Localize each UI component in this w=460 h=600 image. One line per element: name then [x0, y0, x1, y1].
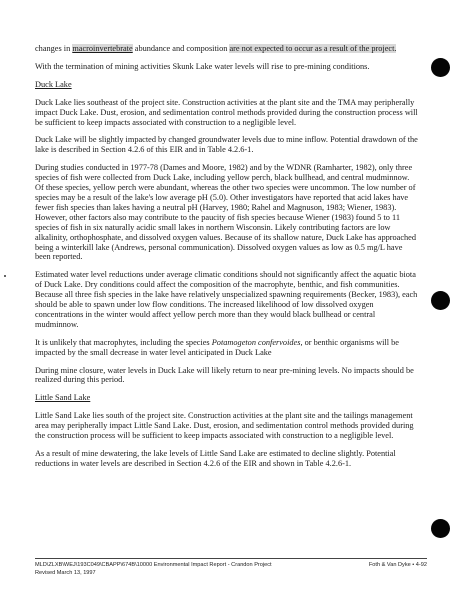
section-heading-duck-lake: Duck Lake [35, 79, 72, 89]
binder-hole-top [431, 58, 450, 77]
text-run: It is unlikely that macrophytes, including the species [35, 337, 212, 347]
paragraph-duck-lake-fish-studies: During studies conducted in 1977-78 (Dames and Moore, 1982) and by the WDNR (Ramharter, 1982), only three species of fish were collected from Duck Lake, including yellow perch, black bullhead, and central mudminnow. Of these species, yellow perch were abundant, whereas the other two species were uncommon. The low number of species may be a result of the lake's low average pH (5.0). Other investigators have reported that acid lakes have fewer fish species than lakes having a neutral pH (Harvey, 1980; Rahel and Magnuson, 1983; Wiener, 1983). However, other factors also may contribute to the paucity of fish species because Wiener (1983) found 5 to 11 species of fish in six naturally acidic small lakes in northern Wisconsin. Likely contributing factors are low alkalinity, orthophosphate, and dissolved oxygen values. Because of its shallow nature, Duck Lake has approached being a winterkill lake (Andrews, personal communication). Dissolved oxygen values as low as 0.5 mg/L have been reported. [35, 163, 417, 262]
paragraph-skunk-lake-levels: With the termination of mining activities Skunk Lake water levels will rise to pre-mining conditions. [35, 61, 370, 71]
paragraph-duck-lake-groundwater: Duck Lake will be slightly impacted by changed groundwater levels due to mine inflow. Potential drawdown of the lake is described in Section 4.2.6 of this EIR and in Table 4.2.6-1. [35, 135, 418, 155]
paragraph-duck-lake-water-reduction: Estimated water level reductions under average climatic conditions should not significantly affect the aquatic biota of Duck Lake. Dry conditions could affect the composition of the macrophyte, benthic, and fish communities. Because all three fish species in the lake have relatively unspecialized spawning requirements (Becker, 1983), each should be able to spawn under low flow conditions. The increased likelihood of low dissolved oxygen concentrations in the winter would affect yellow perch more than they would black bullhead or central mudminnow. [35, 270, 418, 329]
footer-page-number: Foth & Van Dyke • 4-92 [368, 562, 427, 568]
footer-document-id: MLD\ZLXB\WEJ\193C049\CBAPP\674B\10000 Environmental Impact Report - Crandon Project [35, 562, 272, 568]
species-name: Potamogeton confervoides [211, 337, 301, 347]
text-run: abundance and composition [132, 44, 230, 53]
scan-speck [4, 275, 6, 277]
paragraph-skunk-lake-continued [35, 44, 418, 54]
paragraph-duck-lake-closure: During mine closure, water levels in Duck Lake will likely return to near pre-mining levels. No impacts should be realized during this period. [35, 365, 414, 385]
binder-hole-middle [431, 291, 450, 310]
paragraph-duck-lake-location: Duck Lake lies southeast of the project site. Construction activities at the plant site and the TMA may peripherally impact Duck Lake. Dust, erosion, and sedimentation control methods provided during the construction process will be sufficient to keep impacts associated with construction to a negligible level. [35, 97, 418, 127]
text-run: changes in [35, 44, 73, 53]
paragraph-little-sand-lake-location: Little Sand Lake lies south of the project site. Construction activities at the plant site and the tailings management area may peripherally impact Little Sand Lake. Dust, erosion, and sedimentation control methods provided during the construction process will be sufficient to keep impacts associated with construction to a negligible level. [35, 411, 414, 441]
highlighted-term: macroinvertebrate [72, 44, 133, 53]
highlighted-phrase: are not expected to occur as a result of the project. [229, 44, 397, 53]
text-run: , or benthic organisms will be impacted by the small decrease in water level anticipated in Duck Lake [35, 337, 399, 357]
binder-hole-bottom [431, 519, 450, 538]
footer-revision-date: Revised March 13, 1997 [35, 570, 96, 576]
section-heading-little-sand-lake: Little Sand Lake [35, 393, 91, 403]
paragraph-little-sand-lake-dewatering: As a result of mine dewatering, the lake levels of Little Sand Lake are estimated to decline slightly. Potential reductions in water levels are described in Section 4.2.6 of the EIR and shown in Table 4.2.6-1. [35, 449, 396, 468]
paragraph-duck-lake-macrophytes [35, 338, 418, 358]
footer-rule [35, 558, 427, 559]
body-text [35, 44, 418, 476]
